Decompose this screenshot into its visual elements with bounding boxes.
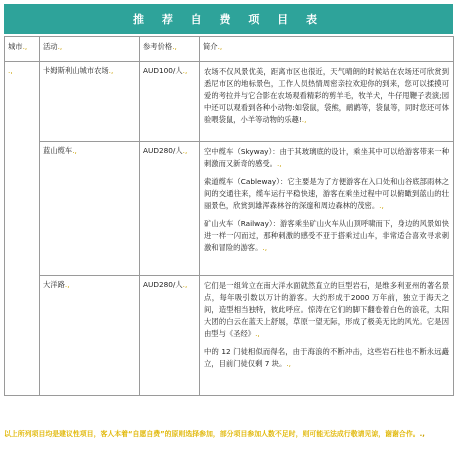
table-row	[5, 142, 454, 276]
description-cell	[200, 276, 454, 396]
activity-cell: 蓝山缆车.,	[40, 142, 140, 276]
footer-note: 以上所列项目均是建议性项目，客人本着“自愿自费”的原则选择参加，部分项目参加人数不足时，则可能无法成行敬请见谅，谢谢合作。.,	[4, 430, 425, 438]
price-cell: AUD280/人.,	[140, 276, 200, 396]
header-city: 城市.,	[5, 37, 40, 62]
header-price: 参考价格.,	[140, 37, 200, 62]
description-cell	[200, 62, 454, 142]
city-cell: .,	[5, 62, 40, 396]
table-row	[5, 62, 454, 142]
description-paragraph: 空中缆车（Skyway）：由于其玻璃底的设计，乘坐其中可以给游客带来一种刺激而又新奇的感受。.,	[204, 147, 449, 168]
table-row	[5, 276, 454, 396]
page-title: 推 荐 自 费 项 目 表	[133, 13, 324, 26]
description-paragraph: 它们是一组耸立在南大洋水面就然直立的巨型岩石，是维多利亚州的著名景点，每年吸引数以万计的游客。大约形成于2000 万年前，独立于海天之间，造型相当独特，彼此呼应。惊涛在它们的脚下翻卷着白色的浪花，太阳大团的白云在蓝天上舒展，草原一望无际，形成了极美无比的风光。它是因由型与《圣经》.,	[204, 281, 449, 338]
table-header-row	[5, 37, 454, 62]
price-cell: AUD280/人.,	[140, 142, 200, 276]
activity-cell: 卡姆斯利山城市农场.,	[40, 62, 140, 142]
header-activity: 活动.,	[40, 37, 140, 62]
activity-table	[4, 36, 454, 396]
price-cell: AUD100/人.,	[140, 62, 200, 142]
activity-cell: 大洋路.,	[40, 276, 140, 396]
description-paragraph: 中的 12 门徒相似而得名，由于海浪的不断冲击，这些岩石柱也不断永远矗立，目前门徒仅剩 7 块。.,	[204, 347, 449, 368]
header-description: 简介.,	[200, 37, 454, 62]
description-paragraph: 索道缆车（Cableway）：它主要是为了方便游客在入口处和山谷底部雨林之间的交通往来，缆车运行平稳快速，游客在乘坐过程中可以俯瞰到蓝山的壮丽景色，欣赏到雄浑森林谷的深邃和周边森林的茂密。.,	[204, 177, 449, 210]
description-paragraph: 农场不仅风景优美，距离市区也很近，天气晴朗的时候站在农场还可欣赏到悉尼市区的地标景色，工作人员热情周密亲拉欢迎你的到来，您可以揉摸可爱的考拉并与它合影在农场观看精彩的剪羊毛，牧羊犬，牛仔甩鞭子表演;园中还可以观看到各种小动物:如袋鼠，袋熊，鸸鹋等，袋鼠等，同时您还可体验喂袋鼠，小羊等动物的乐趣!.,	[204, 67, 449, 124]
title-banner	[4, 4, 453, 34]
description-cell	[200, 142, 454, 276]
description-paragraph: 矿山火车（Railway）：游客乘坐矿山火车从山顶呼啸而下，身边的风景如快进一样一闪而过，那种刺激的感受不亚于搭乘过山车，非常适合喜欢寻求刺激和冒险的游客。.,	[204, 219, 449, 252]
